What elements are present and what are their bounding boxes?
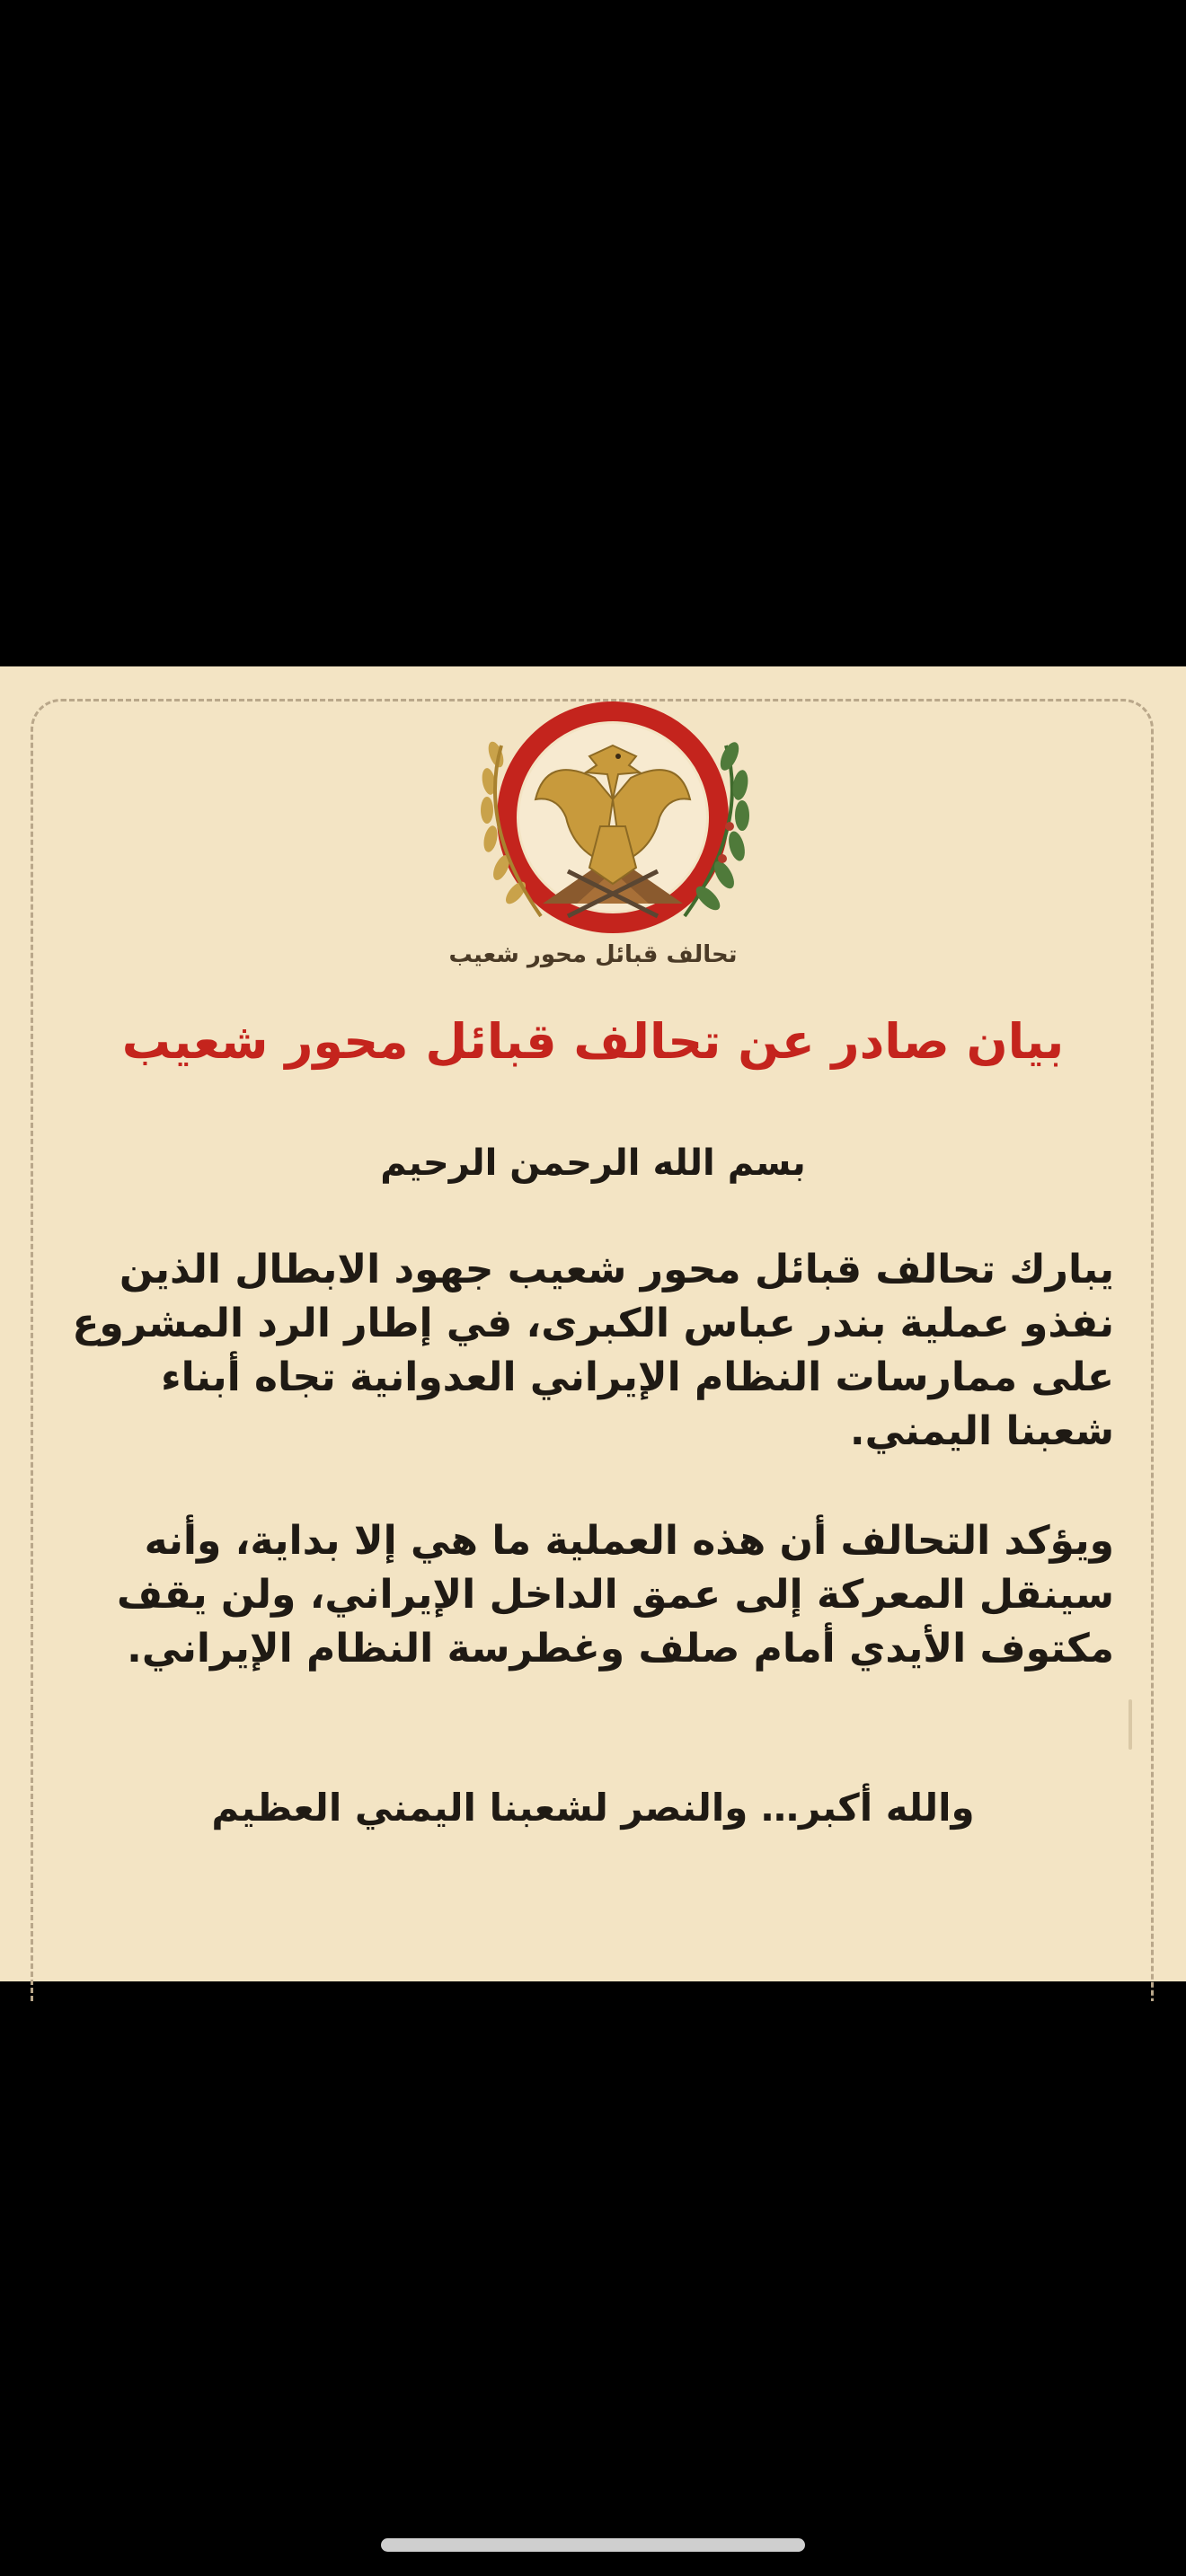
edge-mark xyxy=(1128,1699,1132,1750)
statement-paragraph: ويؤكد التحالف أن هذه العملية ما هي إلا بداية، وأنه سينقل المعركة إلى عمق الداخل الإيراني، ولن يقف مكتوف الأيدي أمام صلف وغطرسة النظام الإيراني. xyxy=(117,1518,1114,1672)
statement-paragraph: يبارك تحالف قبائل محور شعيب جهود الابطال الذين نفذو عملية بندر عباس الكبرى، في إطار الرد المشروع على ممارسات النظام الإيراني العدوانية تجاه أبناء شعبنا اليمني. xyxy=(72,1247,1114,1454)
statement-title: بيان صادر عن تحالف قبائل محور شعيب xyxy=(121,1013,1065,1070)
closing-line: والله أكبر… والنصر لشعبنا اليمني العظيم xyxy=(211,1786,975,1830)
home-indicator[interactable] xyxy=(381,2538,805,2552)
eagle-emblem-icon xyxy=(460,692,766,952)
statement-card xyxy=(0,666,1186,1981)
emblem-caption: تحالف قبائل محور شعيب xyxy=(448,941,738,968)
basmala: بسم الله الرحمن الرحيم xyxy=(380,1142,806,1184)
